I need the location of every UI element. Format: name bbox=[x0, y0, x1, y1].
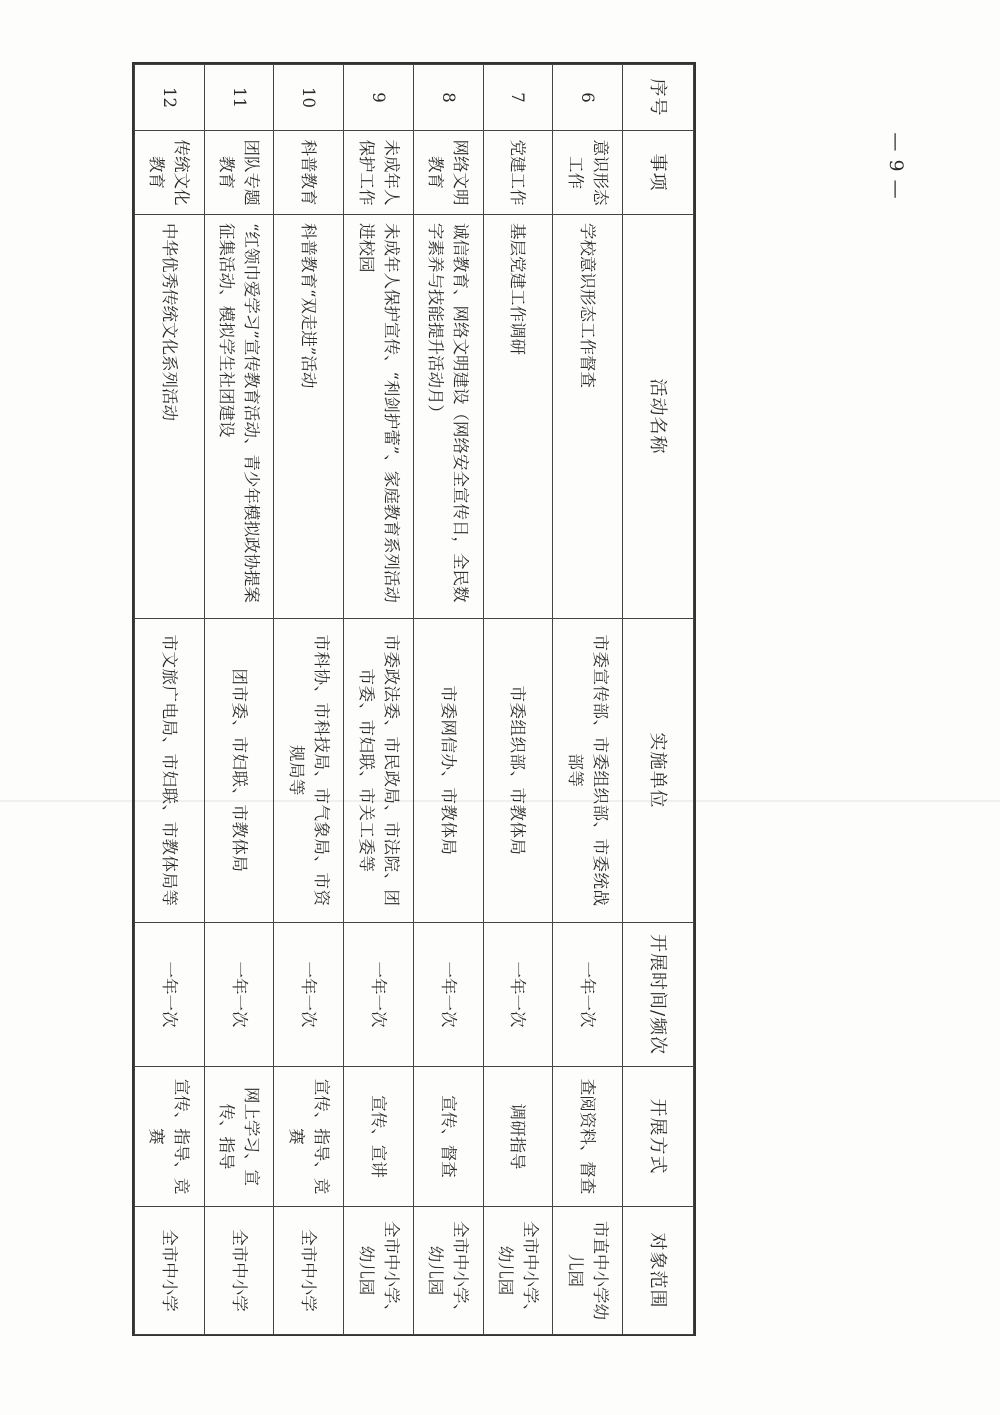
cell-scope: 全市中小学、幼儿园 bbox=[344, 1207, 414, 1335]
cell-mode: 查阅资料、督查 bbox=[553, 1067, 623, 1207]
header-time: 开展时间/频次 bbox=[623, 923, 694, 1067]
cell-mode: 宣传、督查 bbox=[413, 1067, 483, 1207]
cell-mode: 调研指导 bbox=[483, 1067, 553, 1207]
table-row bbox=[274, 65, 344, 1335]
cell-activity: 基层党建工作调研 bbox=[483, 215, 553, 619]
cell-activity: “红领巾爱学习”宣传教育活动、青少年模拟政协提案征集活动、模拟学生社团建设 bbox=[204, 215, 274, 619]
cell-unit: 市委宣传部、市委组织部、市委统战部等 bbox=[553, 619, 623, 923]
cell-activity: 中华优秀传统文化系列活动 bbox=[135, 215, 205, 619]
cell-seq: 7 bbox=[483, 65, 553, 131]
table-row bbox=[204, 65, 274, 1335]
table-row bbox=[135, 65, 205, 1335]
cell-time: 一年一次 bbox=[483, 923, 553, 1067]
activity-table bbox=[134, 64, 694, 1335]
cell-mode: 宣传、宣讲 bbox=[344, 1067, 414, 1207]
cell-mode: 宣传、指导、竞赛 bbox=[274, 1067, 344, 1207]
cell-scope: 全市中小学 bbox=[135, 1207, 205, 1335]
cell-item: 团队专题教育 bbox=[204, 131, 274, 215]
cell-scope: 全市中小学、幼儿园 bbox=[413, 1207, 483, 1335]
rotated-landscape-table bbox=[134, 64, 694, 1334]
cell-mode: 网上学习、宣传、指导 bbox=[204, 1067, 274, 1207]
cell-scope: 全市中小学 bbox=[204, 1207, 274, 1335]
header-activity: 活动名称 bbox=[623, 215, 694, 619]
cell-scope: 全市中小学、幼儿园 bbox=[483, 1207, 553, 1335]
cell-unit: 市文旅广电局、市妇联、市教体局等 bbox=[135, 619, 205, 923]
header-mode: 开展方式 bbox=[623, 1067, 694, 1207]
cell-unit: 市委网信办、市教体局 bbox=[413, 619, 483, 923]
cell-unit: 市科协、市科技局、市气象局、市资规局等 bbox=[274, 619, 344, 923]
table-row bbox=[344, 65, 414, 1335]
cell-time: 一年一次 bbox=[204, 923, 274, 1067]
header-seq: 序号 bbox=[623, 65, 694, 131]
cell-activity: 诚信教育、网络文明建设（网络安全宣传日，全民数字素养与技能提升活动月） bbox=[413, 215, 483, 619]
cell-scope: 市直中小学幼儿园 bbox=[553, 1207, 623, 1335]
cell-unit: 市委政法委、市民政局、市法院、团市委、市妇联、市关工委等 bbox=[344, 619, 414, 923]
activity-table-frame bbox=[132, 62, 696, 1336]
table-row bbox=[553, 65, 623, 1335]
cell-seq: 8 bbox=[413, 65, 483, 131]
cell-item: 意识形态工作 bbox=[553, 131, 623, 215]
cell-item: 网络文明教育 bbox=[413, 131, 483, 215]
cell-time: 一年一次 bbox=[135, 923, 205, 1067]
table-row bbox=[413, 65, 483, 1335]
cell-scope: 全市中小学 bbox=[274, 1207, 344, 1335]
cell-seq: 11 bbox=[204, 65, 274, 131]
cell-unit: 团市委、市妇联、市教体局 bbox=[204, 619, 274, 923]
cell-item: 党建工作 bbox=[483, 131, 553, 215]
cell-time: 一年一次 bbox=[274, 923, 344, 1067]
cell-seq: 10 bbox=[274, 65, 344, 131]
cell-time: 一年一次 bbox=[344, 923, 414, 1067]
cell-activity: 未成年人保护宣传、“利剑护蕾”、家庭教育系列活动进校园 bbox=[344, 215, 414, 619]
cell-item: 传统文化教育 bbox=[135, 131, 205, 215]
cell-time: 一年一次 bbox=[553, 923, 623, 1067]
cell-seq: 9 bbox=[344, 65, 414, 131]
header-scope: 对象范围 bbox=[623, 1207, 694, 1335]
cell-seq: 12 bbox=[135, 65, 205, 131]
header-unit: 实施单位 bbox=[623, 619, 694, 923]
cell-item: 科普教育 bbox=[274, 131, 344, 215]
cell-unit: 市委组织部、市教体局 bbox=[483, 619, 553, 923]
header-item: 事项 bbox=[623, 131, 694, 215]
cell-time: 一年一次 bbox=[413, 923, 483, 1067]
cell-item: 未成年人保护工作 bbox=[344, 131, 414, 215]
page-number: — 9 — bbox=[885, 132, 907, 200]
cell-seq: 6 bbox=[553, 65, 623, 131]
cell-activity: 学校意识形态工作督查 bbox=[553, 215, 623, 619]
table-header-row bbox=[623, 65, 694, 1335]
table-row bbox=[483, 65, 553, 1335]
cell-mode: 宣传、指导、竞赛 bbox=[135, 1067, 205, 1207]
cell-activity: 科普教育“双走进”活动 bbox=[274, 215, 344, 619]
